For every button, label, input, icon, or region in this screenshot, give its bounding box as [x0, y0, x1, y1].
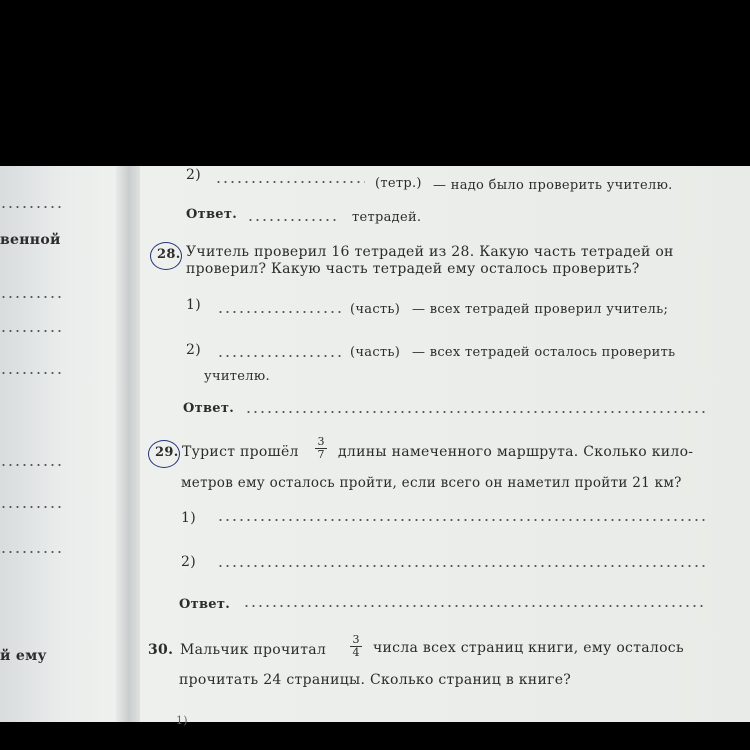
task29-line1-start: Турист прошёл [182, 444, 299, 460]
task29-answer-blank[interactable] [243, 605, 707, 607]
task28-item2-blank[interactable] [217, 355, 342, 357]
left-dots-6 [0, 506, 62, 508]
task28-item1-number: 1) [186, 297, 201, 313]
left-dots-7 [0, 551, 62, 553]
task28-line2: проверил? Какую часть тетрадей ему осталось проверить? [186, 261, 640, 277]
task29-item1-blank[interactable] [217, 519, 707, 521]
prev-answer-blank[interactable] [247, 219, 339, 221]
task28-item2-number: 2) [186, 342, 201, 358]
task29-fraction [315, 436, 327, 461]
task28-item1-blank[interactable] [217, 311, 342, 313]
task29-item1-number: 1) [181, 510, 196, 526]
prev-line2-blank[interactable] [215, 181, 365, 183]
task28-line1: Учитель проверил 16 тетрадей из 28. Какую часть тетрадей он [186, 244, 674, 260]
task30-line1-end: числа всех страниц книги, ему осталось [373, 640, 684, 656]
task29-item2-number: 2) [181, 554, 196, 570]
task28-answer-label: Ответ. [183, 401, 235, 416]
task28-item1-unit: (часть) [350, 302, 401, 317]
task30-line1-start: Мальчик прочитал [180, 642, 327, 658]
task28-item2-continuation: учителю. [204, 369, 270, 384]
task28-number: 28. [157, 247, 181, 262]
prev-answer-unit: тетрадей. [352, 210, 422, 225]
task29-fraction-numerator: 3 [315, 436, 327, 449]
task29-answer-label: Ответ. [179, 597, 231, 612]
prev-line2-number: 2) [186, 167, 201, 183]
task29-item2-blank[interactable] [217, 565, 707, 567]
left-dots-3 [0, 330, 62, 332]
task30-item1-number: 1) [176, 714, 188, 727]
left-dots-5 [0, 464, 62, 466]
left-dots-4 [0, 372, 62, 374]
task28-item2-text: — всех тетрадей осталось проверить [412, 345, 676, 360]
prev-line2-unit: (тетр.) [375, 176, 422, 191]
task29-number: 29. [155, 445, 179, 460]
left-fragment-1: венной [0, 232, 61, 248]
prev-line2-text: — надо было проверить учителю. [433, 178, 673, 193]
task29-line2: метров ему осталось пройти, если всего он наметил пройти 21 км? [181, 475, 682, 491]
task30-line2: прочитать 24 страницы. Сколько страниц в книге? [179, 672, 572, 688]
task28-item1-text: — всех тетрадей проверил учитель; [412, 302, 669, 317]
page-gutter [116, 166, 140, 722]
task29-line1-end: длины намеченного маршрута. Сколько кило- [338, 444, 694, 460]
task29-fraction-denominator: 7 [317, 448, 325, 461]
task30-fraction-numerator: 3 [350, 634, 362, 647]
task30-fraction-denominator: 4 [352, 646, 360, 659]
left-dots-1 [0, 206, 62, 208]
left-dots-2 [0, 296, 62, 298]
prev-answer-label: Ответ. [186, 207, 238, 222]
task30-fraction [350, 634, 362, 659]
task28-answer-blank[interactable] [245, 411, 705, 413]
task30-number: 30. [148, 642, 174, 658]
task28-item2-unit: (часть) [350, 345, 401, 360]
left-fragment-2: й ему [0, 648, 47, 664]
